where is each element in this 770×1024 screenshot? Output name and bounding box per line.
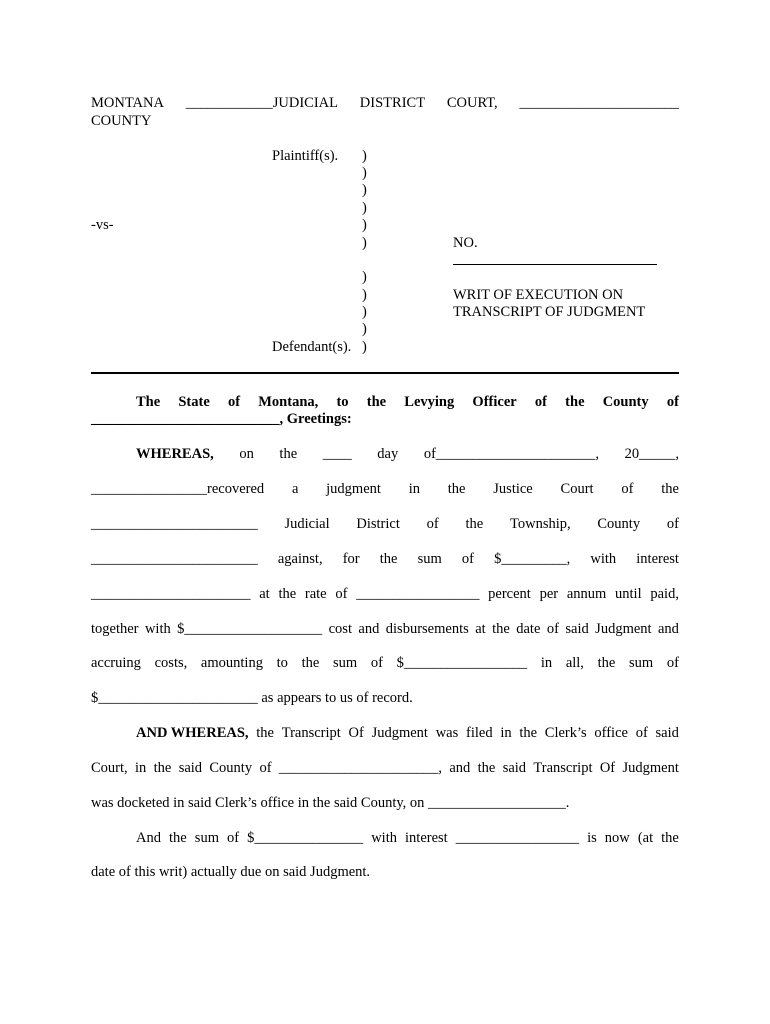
word: the <box>169 830 187 846</box>
word: And <box>136 830 161 846</box>
word: County <box>602 394 649 410</box>
word: (at <box>637 830 654 846</box>
defendant-label: Defendant(s). <box>272 339 352 355</box>
word: Judicial <box>284 516 330 532</box>
word: of <box>534 394 547 410</box>
word: of <box>426 516 439 532</box>
word: _________________ <box>455 830 580 846</box>
word: per <box>539 586 559 602</box>
case-number-line <box>453 264 657 265</box>
word: until <box>615 586 642 602</box>
word: said <box>178 760 203 776</box>
greeting-line <box>136 393 679 411</box>
whereas-line-4 <box>91 550 679 568</box>
word: Of <box>599 760 616 776</box>
word: of <box>666 394 679 410</box>
word: of <box>259 760 272 776</box>
whereas-line-2 <box>91 480 679 498</box>
caption-divider <box>91 372 679 374</box>
word: and <box>358 621 380 637</box>
word: the <box>278 586 297 602</box>
word: ____ <box>322 446 352 462</box>
word: on <box>239 446 254 462</box>
word: $_________________ <box>396 655 528 671</box>
word: of <box>227 394 241 410</box>
whereas-line-8: $______________________ as appears to us of record. <box>91 690 413 706</box>
word: in <box>500 725 512 741</box>
word: Township, <box>510 516 571 532</box>
and-whereas-line-1 <box>136 724 679 742</box>
word: of <box>370 655 383 671</box>
whereas-line-3 <box>91 515 679 533</box>
word: the <box>379 551 398 567</box>
word: MONTANA <box>91 95 164 111</box>
word: is <box>587 830 597 846</box>
word: COURT, <box>446 95 498 111</box>
word: interest <box>405 830 448 846</box>
whereas-line-7 <box>91 654 679 672</box>
word: the <box>492 621 510 637</box>
word: Judgment <box>622 760 679 776</box>
caption-paren: ) <box>362 339 367 355</box>
word: interest <box>636 551 679 567</box>
word: all, <box>565 655 584 671</box>
word: Montana, <box>258 394 319 410</box>
caption-paren: ) <box>362 200 367 216</box>
caption-paren: ) <box>362 235 367 251</box>
word: accruing <box>91 655 141 671</box>
word: _______________________ <box>91 551 258 567</box>
word: the <box>661 830 679 846</box>
word: District <box>356 516 400 532</box>
word: date <box>516 621 541 637</box>
word: Of <box>348 725 364 741</box>
word: paid, <box>650 586 679 602</box>
caption-paren: ) <box>362 269 367 285</box>
word: of <box>546 621 559 637</box>
word: County <box>597 516 641 532</box>
word: amounting <box>200 655 263 671</box>
word: the <box>519 725 538 741</box>
word: ______________________, <box>278 760 442 776</box>
caption-paren: ) <box>362 321 367 337</box>
word: in <box>540 655 553 671</box>
word: and <box>658 621 679 637</box>
word: the <box>256 725 274 741</box>
word: sum <box>629 655 654 671</box>
word: with <box>144 621 171 637</box>
document-title-line-2: TRANSCRIPT OF JUDGMENT <box>453 304 646 320</box>
word: sum <box>194 830 219 846</box>
caption-paren: ) <box>362 165 367 181</box>
word: cost <box>328 621 352 637</box>
word: Transcript <box>281 725 341 741</box>
word: of <box>621 481 634 497</box>
word: the <box>447 481 466 497</box>
plaintiff-label: Plaintiff(s). <box>272 148 339 164</box>
and-whereas-label: AND WHEREAS, <box>136 725 249 741</box>
word: Judgment <box>595 621 652 637</box>
word: and <box>449 760 471 776</box>
word: together <box>91 621 139 637</box>
word: to <box>336 394 349 410</box>
whereas-line-5 <box>91 585 679 603</box>
word: for <box>342 551 360 567</box>
word: ______________________ <box>91 586 251 602</box>
word: now <box>604 830 630 846</box>
word: WHEREAS, <box>136 446 214 462</box>
word: _________________ <box>356 586 480 602</box>
word: of <box>335 586 348 602</box>
word: in <box>135 760 147 776</box>
word: percent <box>488 586 531 602</box>
word: rate <box>304 586 327 602</box>
word: said <box>565 621 589 637</box>
word: $_______________ <box>247 830 364 846</box>
word: Judgment <box>371 725 428 741</box>
word: the <box>597 655 616 671</box>
word: _______________________ <box>91 516 258 532</box>
caption-paren: ) <box>362 217 367 233</box>
whereas-line-6 <box>91 620 679 638</box>
court-caption-line <box>91 94 679 112</box>
word: day <box>377 446 399 462</box>
word: $___________________ <box>177 621 323 637</box>
word: was <box>435 725 459 741</box>
word: office <box>594 725 628 741</box>
word: with <box>590 551 617 567</box>
word: Officer <box>472 394 517 410</box>
word: sum <box>417 551 442 567</box>
word: of <box>461 551 474 567</box>
word: the <box>366 394 387 410</box>
word: ______________________ <box>519 95 679 111</box>
word: State <box>178 394 210 410</box>
word: said <box>655 725 679 741</box>
word: disbursements <box>385 621 469 637</box>
word: $_________, <box>494 551 571 567</box>
word: judgment <box>326 481 381 497</box>
word: The <box>136 394 161 410</box>
word: at <box>475 621 486 637</box>
word: a <box>291 481 299 497</box>
word: the <box>565 394 585 410</box>
case-number-label: NO. <box>453 235 478 251</box>
word: annum <box>566 586 607 602</box>
word: ________________recovered <box>91 481 265 497</box>
word: of <box>666 516 679 532</box>
word: against, <box>277 551 323 567</box>
sum-due-line-1 <box>136 829 679 847</box>
word: Court <box>560 481 594 497</box>
and-whereas-line-3: was docketed in said Clerk’s office in the said County, on ___________________. <box>91 795 570 811</box>
caption-paren: ) <box>362 304 367 320</box>
word: the <box>301 655 320 671</box>
word: of <box>666 655 679 671</box>
document-title-line-1: WRIT OF EXECUTION ON <box>453 287 624 303</box>
word: of <box>635 725 648 741</box>
caption-paren: ) <box>362 287 367 303</box>
sum-due-line-2: date of this writ) actually due on said Judgment. <box>91 864 371 880</box>
word: Levying <box>404 394 455 410</box>
word: filed <box>466 725 493 741</box>
word: in <box>408 481 420 497</box>
word: costs, <box>154 655 188 671</box>
word: of______________________, <box>423 446 600 462</box>
word: DISTRICT <box>359 95 426 111</box>
word: sum <box>333 655 358 671</box>
word: 20_____, <box>624 446 679 462</box>
word: the <box>477 760 496 776</box>
word: County <box>209 760 253 776</box>
word: Transcript <box>533 760 593 776</box>
word: the <box>153 760 172 776</box>
word: to <box>276 655 288 671</box>
word: the <box>661 481 679 497</box>
word: at <box>259 586 270 602</box>
caption-paren: ) <box>362 148 367 164</box>
word: with <box>371 830 397 846</box>
vs-label: -vs- <box>91 217 114 233</box>
word: Court, <box>91 760 128 776</box>
word: of <box>227 830 240 846</box>
word: ____________JUDICIAL <box>185 95 338 111</box>
caption-paren: ) <box>362 182 367 198</box>
word: the <box>279 446 298 462</box>
word: the <box>465 516 484 532</box>
word: Clerk’s <box>544 725 587 741</box>
county-label: COUNTY <box>91 113 152 129</box>
whereas-line-1 <box>136 445 679 463</box>
greeting-line-2: __________________________, Greetings: <box>91 411 352 427</box>
word: said <box>502 760 527 776</box>
word: Justice <box>493 481 533 497</box>
and-whereas-line-2 <box>91 759 679 777</box>
